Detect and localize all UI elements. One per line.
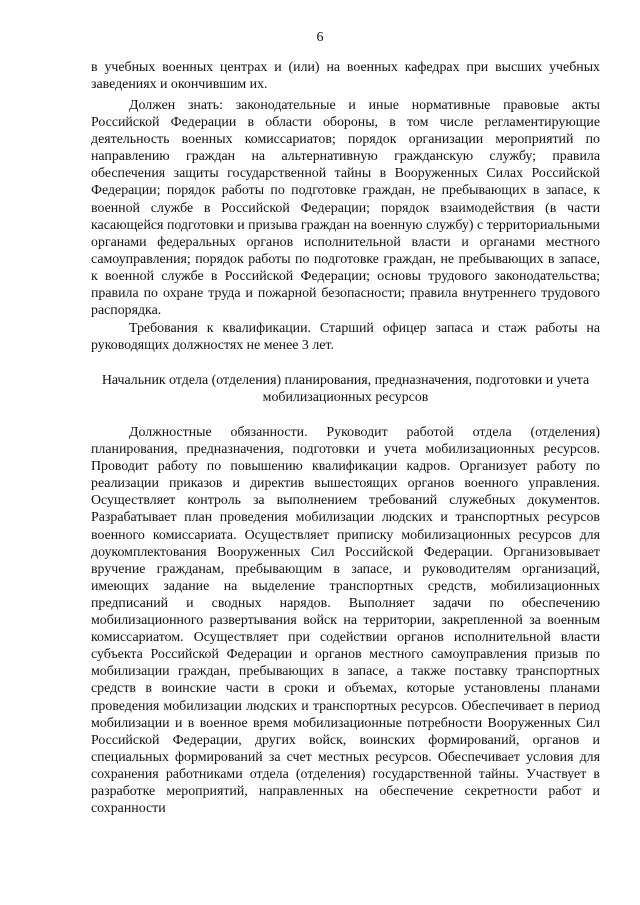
section-heading: Начальник отдела (отделения) планирования, предназначения, подготовки и учета мобилизационных ресурсов bbox=[101, 373, 590, 406]
paragraph-qualification-requirements: Требования к квалификации. Старший офицер запаса и стаж работы на руководящих должностях не менее 3 лет. bbox=[91, 321, 600, 354]
paragraph-must-know: Должен знать: законодательные и иные нормативные правовые акты Российской Федерации в области обороны, в том числе регламентирующие деятельность военных комиссариатов; порядок организации мероприятий по направлению граждан на альтернативную гражданскую службу; правила обеспечения защиты государственной тайны в Вооруженных Силах Российской Федерации; порядок работы по подготовке граждан, не пребывающих в запасе, к военной службе в Российской Федерации; порядок взаимодействия (в части касающейся подготовки и призыва граждан на военную службу) с территориальными органами федеральных органов исполнительной власти и органами местного самоуправления; порядок работы по подготовке граждан, не пребывающих в запасе, к военной службе в Российской Федерации; основы трудового законодательства; правила по охране труда и пожарной безопасности; правила внутреннего трудового распорядка. bbox=[91, 98, 600, 319]
page-number: 6 bbox=[316, 30, 324, 45]
paragraph-continuation: в учебных военных центрах и (или) на военных кафедрах при высших учебных заведениях и окончившим их. bbox=[91, 60, 600, 93]
paragraph-job-duties: Должностные обязанности. Руководит работой отдела (отделения) планирования, предназначения, подготовки и учета мобилизационных ресурсов. Проводит работу по повышению квалификации кадров. Организует работу по реализации приказов и директив вышестоящих органов военного управления. Осуществляет контроль за выполнением требований служебных документов. Разрабатывает план проведения мобилизации людских и транспортных ресурсов военного комиссариата. Осуществляет приписку мобилизационных ресурсов для доукомплектования Вооруженных Сил Российской Федерации. Организовывает вручение гражданам, пребывающим в запасе, и руководителям организаций, имеющих задание на выделение транспортных средств, мобилизационных предписаний и сводных нарядов. Выполняет задачи по обеспечению мобилизационного развертывания войск на территории, закрепленной за военным комиссариатом. Осуществляет при содействии органов исполнительной власти субъекта Российской Федерации и органов местного самоуправления призыв по мобилизации граждан, пребывающих в запасе, а также поставку транспортных средств в воинские части в сроки и объемах, которые установлены планами проведения мобилизации людских и транспортных ресурсов. Обеспечивает в период мобилизации и в военное время мобилизационные потребности Вооруженных Сил Российской Федерации, других войск, воинских формирований, органов и специальных формирований за счет местных ресурсов. Обеспечивает условия для сохранения работниками отдела (отделения) государственной тайны. Участвует в разработке мероприятий, направленных на обеспечение секретности работ и сохранности bbox=[91, 425, 600, 817]
